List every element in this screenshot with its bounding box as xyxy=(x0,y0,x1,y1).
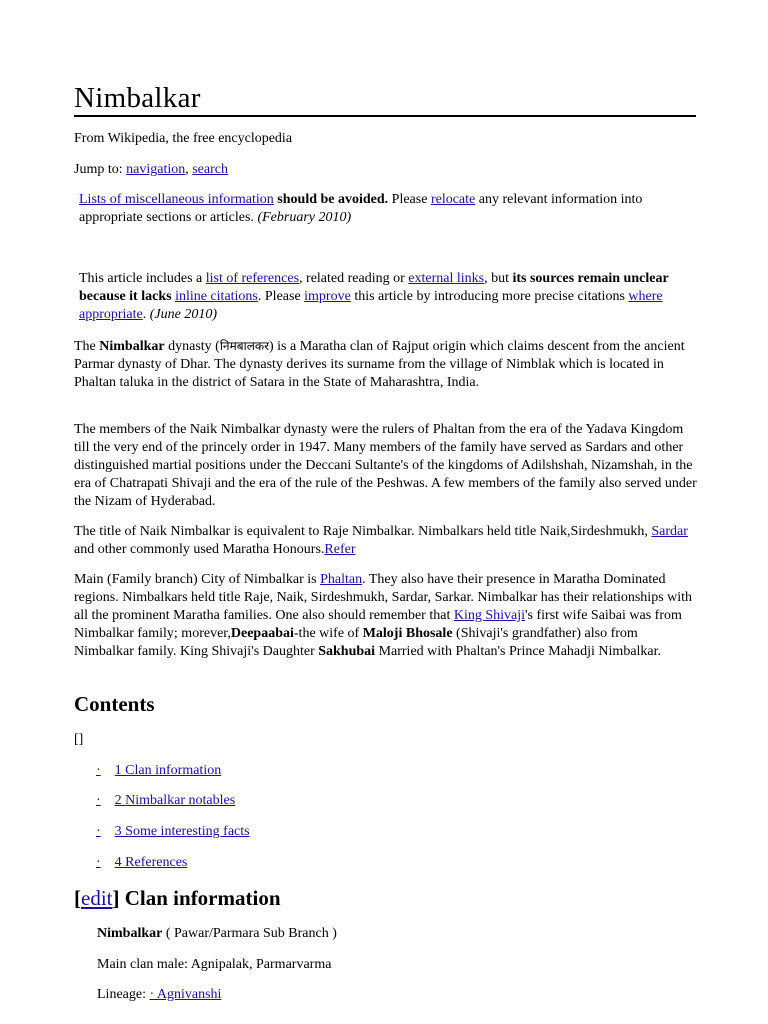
devanagari-name: निमबालकर xyxy=(219,339,269,353)
clan-information-heading: [edit] Clan information xyxy=(74,886,281,910)
contents-toggle[interactable]: [] xyxy=(74,732,84,747)
toc-item[interactable] xyxy=(96,854,187,872)
phaltan-link[interactable]: Phaltan xyxy=(320,572,363,587)
external-links-link[interactable]: external links xyxy=(408,271,485,286)
contents-heading: Contents xyxy=(74,692,155,716)
jump-search-link[interactable]: search xyxy=(192,162,228,177)
toc-link-references[interactable]: · 4 References xyxy=(96,855,188,870)
refer-link[interactable]: Refer xyxy=(324,542,356,557)
sardar-link[interactable]: Sardar xyxy=(651,524,688,539)
king-shivaji-link[interactable]: King Shivaji xyxy=(453,608,526,623)
dynasty-name: Nimbalkar xyxy=(99,339,165,354)
notice-warning-text: should be avoided. xyxy=(277,192,389,207)
title-divider xyxy=(74,115,696,117)
family-paragraph: Main (Family branch) City of Nimbalkar is Phaltan. They also have their presence in Maratha Dominated regions. Nimbalkars held title Raje, Naik, Sirdeshmukh, Sardar, Sarkar. Nimbalkar has their relationships with all the prominent Maratha families. One also should remember that King Shivaji's first wife Saibai was from Nimbalkar family; morever,Deepaabai-the wife of Maloji Bhosale (Shivaji's grandfather) also from Nimbalkar family. King Shivaji's Daughter Sakhubai Married with Phaltan's Prince Mahadji Nimbalkar. xyxy=(74,572,693,659)
references-list-link[interactable]: list of references xyxy=(205,271,300,286)
edit-section-link[interactable]: edit xyxy=(81,886,113,910)
misc-info-link[interactable]: Lists of miscellaneous information xyxy=(79,192,274,207)
inline-citations-link[interactable]: inline citations xyxy=(175,289,258,304)
lineage-line: Lineage: · Agnivanshi xyxy=(97,987,222,1002)
jump-separator: , xyxy=(185,162,193,177)
page-title: Nimbalkar xyxy=(74,82,201,114)
misc-info-notice: Lists of miscellaneous information should be avoided. Please relocate any relevant information into appropriate sections or articles. (February 2010) xyxy=(79,192,643,225)
toc-item[interactable] xyxy=(96,823,250,841)
toc-bullet: · xyxy=(96,855,101,870)
toc-bullet: · xyxy=(96,793,101,808)
improve-link[interactable]: improve xyxy=(304,289,351,304)
where-appropriate-link[interactable]: where appropriate xyxy=(79,289,663,322)
site-subtitle: From Wikipedia, the free encyclopedia xyxy=(74,131,293,146)
clan-branch-line: Nimbalkar ( Pawar/Parmara Sub Branch ) xyxy=(97,926,337,941)
toc-bullet: · xyxy=(96,763,101,778)
citations-notice: This article includes a list of references, related reading or external links, but its sources remain unclear because it lacks inline citations. Please improve this article by introducing more precise citations where appropriate. (June 2010) xyxy=(79,271,669,322)
citations-warning-text: its sources remain unclear because it lacks xyxy=(79,271,669,304)
toc-item[interactable] xyxy=(96,762,221,780)
toc-link-interesting-facts[interactable]: · 3 Some interesting facts xyxy=(96,824,250,839)
toc-link-nimbalkar-notables[interactable]: · 2 Nimbalkar notables xyxy=(96,793,236,808)
clan-male-line: Main clan male: Agnipalak, Parmarvarma xyxy=(97,957,332,972)
toc-bullet: · xyxy=(96,824,101,839)
jump-to-bar xyxy=(74,161,228,179)
toc-item[interactable] xyxy=(96,792,235,810)
history-paragraph: The members of the Naik Nimbalkar dynasty were the rulers of Phaltan from the era of the Yadava Kingdom till the very end of the princely order in 1947. Many members of the family have served as Sardars and other distinguished martial positions under the Deccani Sultante's of the kingdoms of Adilshshah, Nizamshah, in the era of Chatrapati Shivaji and the era of the rule of the Peshwas. A few members of the family also served under the Nizam of Hyderabad. xyxy=(74,422,697,509)
jump-navigation-link[interactable]: navigation xyxy=(126,162,186,177)
title-paragraph: The title of Naik Nimbalkar is equivalent to Raje Nimbalkar. Nimbalkars held title Naik,Sirdeshmukh, Sardar and other commonly used Maratha Honours.Refer xyxy=(74,524,688,557)
notice-date: (February 2010) xyxy=(257,210,352,225)
toc-link-clan-information[interactable]: · 1 Clan information xyxy=(96,763,222,778)
agnivanshi-link[interactable]: · Agnivanshi xyxy=(149,987,222,1002)
relocate-link[interactable]: relocate xyxy=(430,192,476,207)
notice-date: (June 2010) xyxy=(149,307,218,322)
jump-to-label: Jump to: xyxy=(74,162,127,177)
intro-paragraph: The Nimbalkar dynasty (निमबालकर) is a Maratha clan of Rajput origin which claims descent from the ancient Parmar dynasty of Dhar. The dynasty derives its surname from the village of Nimblak which is located in Phaltan taluka in the district of Satara in the State of Maharashtra, India. xyxy=(74,339,685,390)
